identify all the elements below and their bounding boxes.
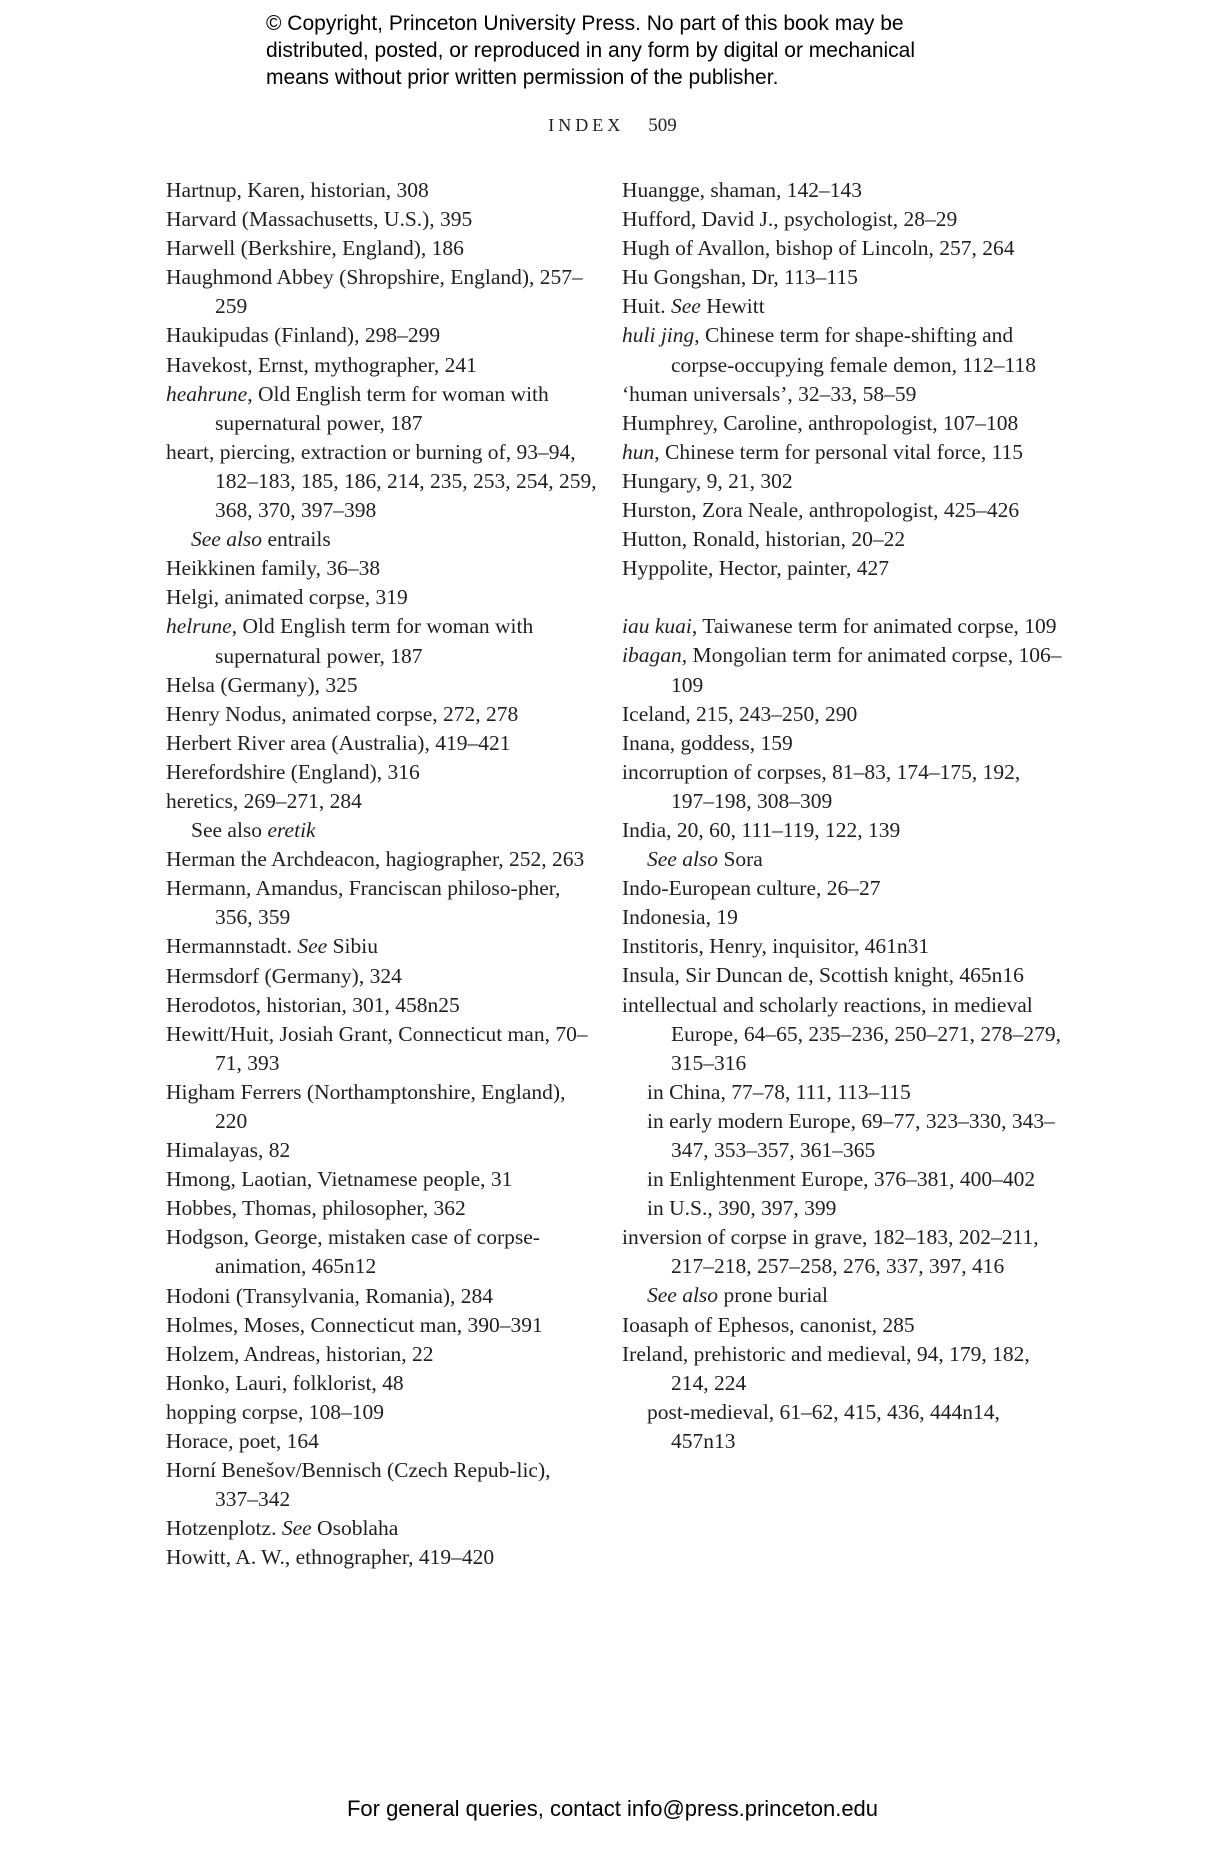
entry-text: Helgi, animated corpse, 319	[166, 585, 408, 610]
index-entry	[622, 641, 1062, 699]
index-subentry	[622, 1078, 1062, 1107]
index-entry	[166, 176, 598, 205]
entry-text: heretics, 269–271, 284	[166, 788, 362, 813]
index-entry	[622, 234, 1062, 263]
entry-text: Huit.	[622, 294, 671, 319]
index-entry	[622, 1311, 1062, 1340]
index-entry	[622, 1340, 1062, 1398]
index-entry	[166, 351, 598, 380]
entry-italic-text: hun	[622, 439, 655, 464]
entry-text: Holzem, Andreas, historian, 22	[166, 1341, 434, 1366]
entry-text: post-medieval, 61–62, 415, 436, 444n14, 457n13	[647, 1399, 1000, 1453]
entry-text: Indo-European culture, 26–27	[622, 876, 881, 901]
entry-text: Hartnup, Karen, historian, 308	[166, 178, 429, 202]
copyright-line-3: means without prior written permission of the publisher.	[266, 66, 779, 89]
entry-text: prone burial	[718, 1283, 828, 1308]
index-entry	[166, 1282, 598, 1311]
index-subentry	[166, 816, 598, 845]
index-entry	[622, 729, 1062, 758]
index-entry	[622, 554, 1062, 583]
index-entry	[166, 700, 598, 729]
entry-text: Insula, Sir Duncan de, Scottish knight, 465n16	[622, 963, 1024, 988]
entry-text: in U.S., 390, 397, 399	[647, 1196, 837, 1221]
entry-text: Huangge, shaman, 142–143	[622, 178, 863, 202]
copyright-notice	[266, 10, 1026, 91]
entry-text: Henry Nodus, animated corpse, 272, 278	[166, 701, 519, 726]
entry-text: , Mongolian term for animated corpse, 106–109	[671, 643, 1062, 697]
index-column-right	[622, 176, 1062, 1456]
index-entry	[166, 671, 598, 700]
copyright-line-1: © Copyright, Princeton University Press. No part of this book may be	[266, 12, 904, 35]
entry-text: Hurston, Zora Neale, anthropologist, 425–426	[622, 498, 1020, 523]
entry-text: , Chinese term for shape-shifting and corpse-occupying female demon, 112–118	[671, 323, 1036, 377]
entry-text: Higham Ferrers (Northamptonshire, England), 220	[166, 1079, 566, 1133]
entry-text: entrails	[262, 527, 331, 552]
entry-text: Hmong, Laotian, Vietnamese people, 31	[166, 1167, 513, 1192]
index-entry	[166, 1456, 598, 1514]
entry-text: Hugh of Avallon, bishop of Lincoln, 257, 264	[622, 236, 1015, 261]
index-entry	[166, 874, 598, 932]
index-entry	[622, 438, 1062, 467]
index-entry	[166, 1194, 598, 1223]
index-entry	[166, 1020, 598, 1078]
entry-text: Hotzenplotz.	[166, 1516, 282, 1541]
entry-text: heart, piercing, extraction or burning of, 93–94, 182–183, 185, 186, 214, 235, 253, 254, 259, 368, 370, 397–398	[166, 439, 597, 523]
index-entry	[166, 787, 598, 816]
entry-italic-text: See also	[647, 847, 719, 872]
index-entry	[622, 991, 1062, 1078]
copyright-line-2: distributed, posted, or reproduced in any form by digital or mechanical	[266, 39, 916, 62]
index-entry	[622, 409, 1062, 438]
entry-italic-text: See also	[647, 1283, 719, 1308]
entry-text: incorruption of corpses, 81–83, 174–175, 192, 197–198, 308–309	[622, 759, 1021, 813]
entry-text: Hu Gongshan, Dr, 113–115	[622, 265, 858, 290]
index-entry	[622, 1223, 1062, 1281]
index-entry	[166, 583, 598, 612]
entry-text: , Old English term for woman with supernatural power, 187	[215, 381, 549, 435]
entry-text: Institoris, Henry, inquisitor, 461n31	[622, 934, 930, 959]
entry-text: Havekost, Ernst, mythographer, 241	[166, 352, 477, 377]
index-column-left	[166, 176, 598, 1573]
entry-text: Horace, poet, 164	[166, 1429, 319, 1454]
entry-italic-text: See	[281, 1516, 312, 1541]
entry-text: Hewitt	[700, 294, 765, 319]
index-entry	[166, 554, 598, 583]
entry-text: , Taiwanese term for animated corpse, 109	[691, 614, 1057, 639]
entry-text: Hutton, Ronald, historian, 20–22	[622, 527, 906, 552]
entry-text: ‘human universals’, 32–33, 58–59	[622, 381, 917, 406]
entry-text: Howitt, A. W., ethnographer, 419–420	[166, 1545, 495, 1570]
entry-text: Ireland, prehistoric and medieval, 94, 179, 182, 214, 224	[622, 1341, 1030, 1395]
entry-text: Honko, Lauri, folklorist, 48	[166, 1370, 404, 1395]
entry-text: Sora	[718, 847, 763, 872]
entry-text: Heikkinen family, 36–38	[166, 556, 381, 581]
index-entry	[166, 612, 598, 670]
entry-italic-text: huli jing	[622, 323, 695, 348]
index-entry	[166, 438, 598, 525]
index-entry	[622, 496, 1062, 525]
index-entry	[622, 816, 1062, 845]
index-entry	[166, 1543, 598, 1572]
entry-text: Osoblaha	[311, 1516, 399, 1541]
index-entry	[166, 1165, 598, 1194]
index-entry	[166, 380, 598, 438]
index-entry	[166, 1223, 598, 1281]
entry-text: hopping corpse, 108–109	[166, 1399, 384, 1424]
index-entry	[622, 932, 1062, 961]
entry-text: Hewitt/Huit, Josiah Grant, Connecticut man, 70–71, 393	[166, 1021, 588, 1075]
index-entry	[166, 1398, 598, 1427]
entry-italic-text: See also	[191, 527, 263, 552]
entry-text: , Chinese term for personal vital force, 115	[654, 439, 1024, 464]
entry-text: Himalayas, 82	[166, 1138, 291, 1163]
index-entry	[622, 380, 1062, 409]
entry-text: , Old English term for woman with supernatural power, 187	[215, 614, 534, 668]
index-entry	[622, 292, 1062, 321]
entry-text: in China, 77–78, 111, 113–115	[647, 1079, 911, 1104]
entry-text: Harvard (Massachusetts, U.S.), 395	[166, 207, 473, 232]
index-entry	[166, 729, 598, 758]
index-entry	[622, 263, 1062, 292]
index-entry	[166, 1340, 598, 1369]
index-entry	[166, 991, 598, 1020]
page-number: 509	[648, 115, 677, 136]
entry-text: Iceland, 215, 243–250, 290	[622, 701, 858, 726]
entry-text: Haukipudas (Finland), 298–299	[166, 323, 441, 348]
entry-text: Sibiu	[327, 934, 378, 959]
entry-text: in Enlightenment Europe, 376–381, 400–402	[647, 1167, 1036, 1192]
running-head-label: INDEX	[548, 115, 625, 135]
index-entry	[622, 176, 1062, 205]
index-entry	[166, 263, 598, 321]
entry-text: Hufford, David J., psychologist, 28–29	[622, 207, 958, 232]
index-subentry	[622, 1398, 1062, 1456]
index-entry	[166, 1369, 598, 1398]
entry-text: Hermann, Amandus, Franciscan philoso-pher, 356, 359	[166, 876, 561, 930]
index-entry	[622, 467, 1062, 496]
entry-text: Holmes, Moses, Connecticut man, 390–391	[166, 1312, 543, 1337]
index-entry	[166, 321, 598, 350]
entry-text: in early modern Europe, 69–77, 323–330, 343–347, 353–357, 361–365	[647, 1108, 1055, 1162]
entry-text: Herbert River area (Australia), 419–421	[166, 730, 511, 755]
index-entry	[166, 205, 598, 234]
entry-text: Humphrey, Caroline, anthropologist, 107–108	[622, 410, 1019, 435]
index-entry	[622, 700, 1062, 729]
index-entry	[622, 205, 1062, 234]
index-entry	[166, 962, 598, 991]
entry-text: See also	[191, 818, 268, 843]
index-entry	[166, 845, 598, 874]
entry-text: Ioasaph of Ephesos, canonist, 285	[622, 1312, 915, 1337]
entry-italic-text: heahrune	[166, 381, 248, 406]
entry-text: Hungary, 9, 21, 302	[622, 468, 793, 493]
entry-text: intellectual and scholarly reactions, in medieval Europe, 64–65, 235–236, 250–271, 278–279, 315–316	[622, 992, 1061, 1075]
entry-text: Hodoni (Transylvania, Romania), 284	[166, 1283, 494, 1308]
entry-text: India, 20, 60, 111–119, 122, 139	[622, 817, 901, 842]
index-entry	[622, 961, 1062, 990]
footer-contact: For general queries, contact info@press.princeton.edu	[346, 1796, 879, 1821]
index-entry	[622, 612, 1062, 641]
index-entry	[166, 1078, 598, 1136]
index-entry	[622, 525, 1062, 554]
index-subentry	[622, 1194, 1062, 1223]
entry-italic-text: See	[670, 294, 701, 319]
index-entry	[166, 758, 598, 787]
entry-text: Helsa (Germany), 325	[166, 672, 358, 697]
entry-text: Hodgson, George, mistaken case of corpse-animation, 465n12	[166, 1225, 540, 1279]
entry-italic-text: eretik	[267, 818, 316, 843]
index-entry	[622, 874, 1062, 903]
entry-text: Horní Benešov/Bennisch (Czech Repub-lic), 337–342	[166, 1458, 551, 1512]
index-entry	[166, 1427, 598, 1456]
entry-text: Haughmond Abbey (Shropshire, England), 257–259	[166, 265, 583, 319]
entry-text: Hermsdorf (Germany), 324	[166, 963, 402, 988]
index-entry	[166, 1514, 598, 1543]
index-subentry	[166, 525, 598, 554]
entry-italic-text: See	[297, 934, 328, 959]
entry-text: Hobbes, Thomas, philosopher, 362	[166, 1196, 466, 1221]
entry-italic-text: ibagan	[622, 643, 682, 668]
index-entry	[622, 903, 1062, 932]
index-subentry	[622, 1165, 1062, 1194]
entry-italic-text: iau kuai	[622, 614, 692, 639]
entry-text: Harwell (Berkshire, England), 186	[166, 236, 464, 261]
entry-text: Herman the Archdeacon, hagiographer, 252, 263	[166, 847, 585, 872]
index-subentry	[622, 1107, 1062, 1165]
entry-text: Hyppolite, Hector, painter, 427	[622, 556, 889, 581]
index-entry	[166, 1311, 598, 1340]
entry-italic-text: helrune	[166, 614, 232, 639]
entry-text: Inana, goddess, 159	[622, 730, 793, 755]
index-entry	[166, 932, 598, 961]
running-head	[0, 115, 1225, 137]
entry-text: inversion of corpse in grave, 182–183, 202–211, 217–218, 257–258, 276, 337, 397, 416	[622, 1225, 1039, 1279]
index-subentry	[622, 845, 1062, 874]
index-entry	[166, 234, 598, 263]
entry-text: Indonesia, 19	[622, 905, 738, 930]
index-subentry	[622, 1281, 1062, 1310]
entry-text: Herodotos, historian, 301, 458n25	[166, 992, 460, 1017]
index-entry	[622, 321, 1062, 379]
entry-text: Herefordshire (England), 316	[166, 759, 420, 784]
entry-text: Hermannstadt.	[166, 934, 298, 959]
index-entry	[622, 758, 1062, 816]
index-entry	[166, 1136, 598, 1165]
